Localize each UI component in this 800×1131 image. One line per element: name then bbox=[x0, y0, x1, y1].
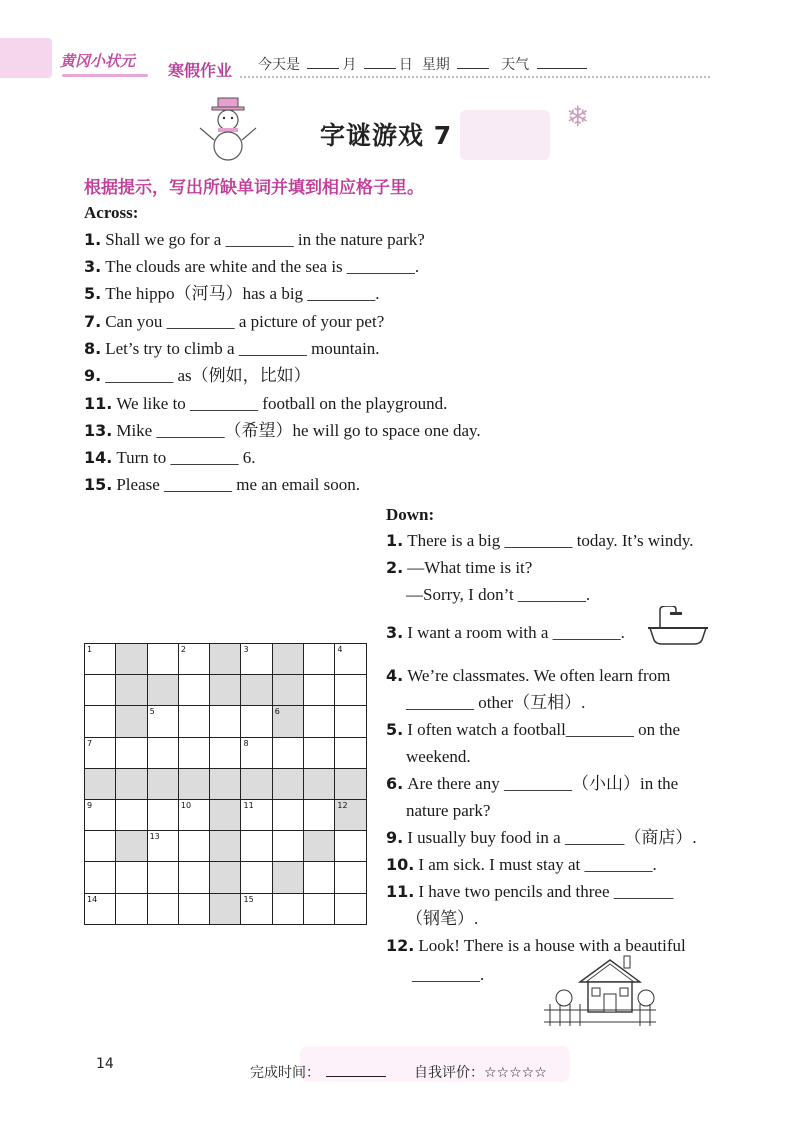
grid-cell-number: 10 bbox=[180, 800, 192, 810]
grid-cell[interactable] bbox=[116, 644, 147, 675]
grid-cell-number: 7 bbox=[87, 738, 93, 748]
down-clue: 2. —What time is it? bbox=[386, 558, 533, 577]
completion-time-blank[interactable] bbox=[326, 1064, 386, 1077]
grid-cell-number: 9 bbox=[87, 800, 93, 810]
house-garden-icon bbox=[540, 952, 660, 1032]
logo-underline bbox=[62, 74, 148, 77]
across-clue: 8. Let’s try to climb a ________ mountain. bbox=[84, 339, 380, 358]
grid-cell[interactable] bbox=[241, 738, 272, 769]
grid-cell[interactable] bbox=[210, 675, 241, 706]
grid-cell[interactable] bbox=[116, 894, 147, 925]
grid-cell[interactable] bbox=[85, 800, 116, 831]
grid-cell[interactable] bbox=[179, 706, 210, 737]
grid-cell[interactable] bbox=[148, 769, 179, 800]
grid-cell-number: 4 bbox=[337, 645, 343, 654]
weekday-blank[interactable] bbox=[457, 56, 489, 69]
grid-cell[interactable] bbox=[148, 862, 179, 893]
grid-cell-number: 13 bbox=[149, 832, 160, 842]
grid-cell[interactable] bbox=[116, 769, 147, 800]
grid-cell[interactable] bbox=[210, 894, 241, 925]
grid-cell[interactable] bbox=[148, 706, 179, 737]
grid-cell[interactable] bbox=[273, 862, 304, 893]
down-clue-cont: —Sorry, I don’t ________. bbox=[406, 585, 591, 604]
brand-logo: 黄冈小状元 bbox=[60, 52, 136, 70]
grid-cell[interactable] bbox=[179, 644, 210, 675]
grid-cell[interactable] bbox=[241, 675, 272, 706]
across-clue: 5. The hippo（河马）has a big ________. bbox=[84, 284, 380, 303]
grid-cell-number: 14 bbox=[87, 894, 98, 904]
crossword-grid bbox=[84, 643, 367, 925]
grid-cell[interactable] bbox=[273, 675, 304, 706]
day-blank[interactable] bbox=[364, 56, 396, 69]
across-clue: 7. Can you ________ a picture of your pet? bbox=[84, 312, 385, 331]
across-clue: 11. We like to ________ football on the playground. bbox=[84, 394, 448, 413]
grid-cell[interactable] bbox=[241, 831, 272, 862]
grid-cell[interactable] bbox=[304, 894, 335, 925]
grid-cell[interactable] bbox=[148, 738, 179, 769]
across-clue: 14. Turn to ________ 6. bbox=[84, 448, 256, 467]
down-clue: 5. I often watch a football________ on the bbox=[386, 720, 681, 739]
month-blank[interactable] bbox=[307, 56, 339, 69]
title-decoration bbox=[460, 110, 550, 160]
weekday-label: 星期 bbox=[421, 57, 450, 73]
grid-cell[interactable] bbox=[335, 738, 366, 769]
across-clue: 13. Mike ________（希望）he will go to space one day. bbox=[84, 421, 481, 440]
down-clue: 4. We’re classmates. We often learn from bbox=[386, 666, 671, 685]
grid-cell[interactable] bbox=[116, 738, 147, 769]
grid-cell[interactable] bbox=[335, 706, 366, 737]
grid-cell[interactable] bbox=[241, 862, 272, 893]
grid-cell[interactable] bbox=[335, 831, 366, 862]
grid-cell-number: 15 bbox=[243, 894, 254, 904]
down-clue: 6. Are there any ________（小山）in the bbox=[386, 774, 679, 793]
grid-cell[interactable] bbox=[335, 862, 366, 893]
header-decoration bbox=[0, 38, 52, 78]
grid-cell-number: 11 bbox=[243, 800, 254, 810]
grid-cell[interactable] bbox=[241, 894, 272, 925]
grid-cell[interactable] bbox=[210, 706, 241, 737]
grid-cell[interactable] bbox=[85, 831, 116, 862]
grid-cell[interactable] bbox=[241, 800, 272, 831]
grid-cell[interactable] bbox=[273, 706, 304, 737]
across-clue: 9. ________ as（例如，比如） bbox=[84, 366, 311, 385]
across-clue: 3. The clouds are white and the sea is ________. bbox=[84, 257, 420, 276]
month-label: 月 bbox=[342, 57, 357, 73]
down-clue-cont: weekend. bbox=[406, 747, 471, 766]
grid-cell[interactable] bbox=[85, 706, 116, 737]
down-clue-cont: ________. bbox=[412, 965, 485, 984]
grid-cell[interactable] bbox=[179, 738, 210, 769]
grid-cell[interactable] bbox=[304, 644, 335, 675]
grid-cell[interactable] bbox=[148, 800, 179, 831]
grid-cell[interactable] bbox=[210, 644, 241, 675]
down-heading: Down: bbox=[386, 505, 435, 524]
today-label: 今天是 bbox=[258, 57, 300, 73]
down-clue: 10. I am sick. I must stay at ________. bbox=[386, 855, 657, 874]
grid-cell[interactable] bbox=[304, 800, 335, 831]
weather-label: 天气 bbox=[501, 57, 530, 73]
grid-cell[interactable] bbox=[273, 831, 304, 862]
self-evaluation: 自我评价：☆☆☆☆☆ bbox=[414, 1065, 547, 1081]
down-clue-cont: ________ other（互相）. bbox=[406, 693, 586, 712]
grid-cell[interactable] bbox=[241, 769, 272, 800]
grid-cell[interactable] bbox=[116, 706, 147, 737]
grid-cell[interactable] bbox=[85, 644, 116, 675]
grid-cell[interactable] bbox=[241, 644, 272, 675]
grid-cell[interactable] bbox=[273, 800, 304, 831]
grid-cell[interactable] bbox=[116, 862, 147, 893]
grid-cell[interactable] bbox=[304, 831, 335, 862]
grid-cell[interactable] bbox=[179, 862, 210, 893]
instruction: 根据提示，写出所缺单词并填到相应格子里。 bbox=[84, 178, 424, 198]
grid-cell[interactable] bbox=[148, 644, 179, 675]
grid-cell[interactable] bbox=[179, 769, 210, 800]
weather-blank[interactable] bbox=[537, 56, 587, 69]
grid-cell[interactable] bbox=[304, 769, 335, 800]
grid-cell[interactable] bbox=[304, 738, 335, 769]
down-clue: 9. I usually buy food in a _______（商店）. bbox=[386, 828, 697, 847]
grid-cell-number: 6 bbox=[274, 707, 280, 717]
grid-cell-number: 12 bbox=[337, 800, 348, 810]
grid-cell-number: 5 bbox=[149, 707, 155, 717]
down-clue: 3. I want a room with a ________. bbox=[386, 623, 625, 642]
grid-cell[interactable] bbox=[304, 675, 335, 706]
grid-cell[interactable] bbox=[179, 675, 210, 706]
bathtub-icon bbox=[646, 606, 710, 646]
grid-cell[interactable] bbox=[85, 769, 116, 800]
grid-cell[interactable] bbox=[116, 675, 147, 706]
grid-cell[interactable] bbox=[210, 862, 241, 893]
grid-cell[interactable] bbox=[85, 862, 116, 893]
grid-cell[interactable] bbox=[210, 800, 241, 831]
grid-cell[interactable] bbox=[179, 800, 210, 831]
header-divider bbox=[240, 76, 710, 78]
grid-cell[interactable] bbox=[116, 831, 147, 862]
grid-cell[interactable] bbox=[273, 738, 304, 769]
grid-cell[interactable] bbox=[179, 894, 210, 925]
grid-cell[interactable] bbox=[85, 894, 116, 925]
date-line bbox=[258, 54, 590, 74]
grid-cell[interactable] bbox=[335, 769, 366, 800]
down-clue: 1. There is a big ________ today. It’s windy. bbox=[386, 531, 694, 550]
grid-cell[interactable] bbox=[273, 769, 304, 800]
grid-cell[interactable] bbox=[304, 862, 335, 893]
grid-cell-number: 1 bbox=[87, 645, 93, 654]
grid-cell[interactable] bbox=[273, 894, 304, 925]
book-label: 寒假作业 bbox=[168, 61, 233, 80]
grid-cell[interactable] bbox=[210, 769, 241, 800]
grid-cell[interactable] bbox=[148, 831, 179, 862]
grid-cell[interactable] bbox=[210, 831, 241, 862]
page-title: 字谜游戏 7 bbox=[320, 121, 453, 150]
snowflake-icon: ❄ bbox=[566, 100, 590, 133]
down-clue-cont: （钢笔）. bbox=[406, 909, 479, 928]
grid-cell[interactable] bbox=[148, 675, 179, 706]
grid-cell[interactable] bbox=[85, 738, 116, 769]
completion-time: 完成时间： bbox=[250, 1062, 386, 1082]
page-number: 14 bbox=[96, 1056, 114, 1072]
grid-cell[interactable] bbox=[148, 894, 179, 925]
grid-cell[interactable] bbox=[241, 706, 272, 737]
grid-cell-number: 2 bbox=[180, 645, 186, 654]
grid-cell[interactable] bbox=[304, 706, 335, 737]
down-clue: 12. Look! There is a house with a beautiful bbox=[386, 936, 686, 955]
across-clue: 1. Shall we go for a ________ in the nature park? bbox=[84, 230, 425, 249]
grid-cell[interactable] bbox=[273, 644, 304, 675]
day-label: 日 bbox=[398, 57, 413, 73]
grid-cell[interactable] bbox=[335, 644, 366, 675]
grid-cell-number: 8 bbox=[243, 738, 249, 748]
grid-cell[interactable] bbox=[335, 894, 366, 925]
grid-cell[interactable] bbox=[85, 675, 116, 706]
grid-cell[interactable] bbox=[179, 831, 210, 862]
across-clue: 15. Please ________ me an email soon. bbox=[84, 475, 360, 494]
across-heading: Across: bbox=[84, 203, 139, 222]
rating-stars[interactable]: ☆☆☆☆☆ bbox=[484, 1065, 547, 1081]
grid-cell[interactable] bbox=[210, 738, 241, 769]
grid-cell[interactable] bbox=[335, 800, 366, 831]
snowman-icon bbox=[196, 96, 260, 166]
grid-cell[interactable] bbox=[335, 675, 366, 706]
down-clue: 11. I have two pencils and three _______ bbox=[386, 882, 674, 901]
grid-cell-number: 3 bbox=[243, 645, 249, 654]
grid-cell[interactable] bbox=[116, 800, 147, 831]
down-clue-cont: nature park? bbox=[406, 801, 491, 820]
